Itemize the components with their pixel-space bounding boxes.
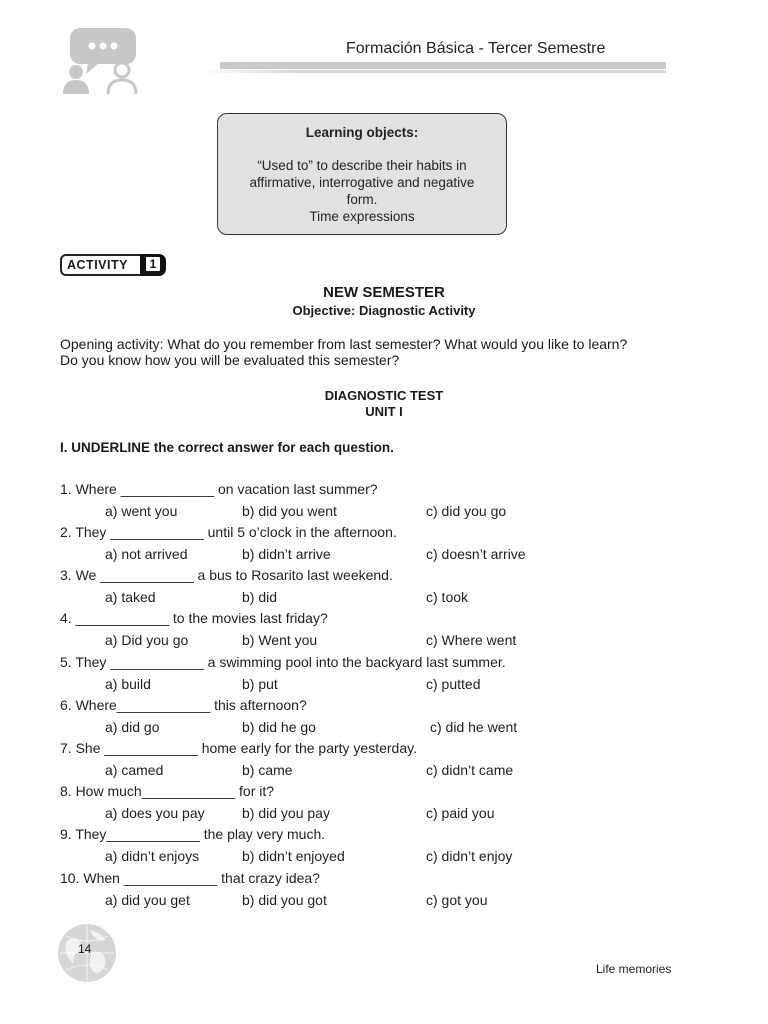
question-text: 6. Where____________ this afternoon?: [60, 697, 307, 713]
option-b: b) came: [242, 762, 293, 778]
header-rule: [200, 62, 666, 74]
question-text: 8. How much____________ for it?: [60, 783, 275, 799]
section-objective: Objective: Diagnostic Activity: [292, 303, 476, 318]
option-a: a) taked: [105, 589, 156, 605]
option-a: a) didn’t enjoys: [105, 848, 200, 864]
option-b: b) did you got: [242, 892, 327, 908]
option-c: c) did you go: [426, 503, 507, 519]
option-a: a) does you pay: [105, 805, 205, 821]
question-text: 10. When ____________ that crazy idea?: [60, 870, 320, 886]
opening-line: Opening activity: What do you remember from last semester? What would you like to learn?: [60, 336, 628, 352]
option-c: c) didn’t came: [426, 762, 514, 778]
option-b: b) did you went: [242, 503, 337, 519]
option-b: b) put: [242, 676, 278, 692]
header-title: Formación Básica - Tercer Semestre: [346, 40, 606, 57]
activity-badge: [60, 254, 166, 278]
option-b: b) Went you: [242, 632, 318, 648]
objective-line: affirmative, interrogative and negative: [249, 175, 475, 190]
option-b: b) didn’t arrive: [242, 546, 331, 562]
opening-line: Do you know how you will be evaluated this semester?: [60, 352, 400, 368]
objective-line: Time expressions: [309, 209, 415, 224]
book-title: Life memories: [596, 962, 672, 976]
option-a: a) Did you go: [105, 632, 189, 648]
objective-line: form.: [346, 192, 378, 207]
option-a: a) did go: [105, 719, 160, 735]
instruction: I. UNDERLINE the correct answer for each question.: [60, 440, 394, 455]
question-text: 2. They ____________ until 5 o’clock in the afternoon.: [60, 524, 397, 540]
option-b: b) did: [242, 589, 278, 605]
option-a: a) did you get: [105, 892, 190, 908]
option-b: b) didn’t enjoyed: [242, 848, 345, 864]
learning-objects-title: Learning objects:: [305, 125, 419, 140]
option-a: a) camed: [105, 762, 164, 778]
option-a: a) build: [105, 676, 151, 692]
option-b: b) did he go: [242, 719, 316, 735]
objective-line: “Used to” to describe their habits in: [257, 158, 467, 173]
activity-label: ACTIVITY: [60, 254, 142, 276]
option-c: c) didn’t enjoy: [426, 848, 513, 864]
question-text: 7. She ____________ home early for the party yesterday.: [60, 740, 417, 756]
speech-bubble-people-icon: [58, 22, 148, 98]
option-c: c) putted: [426, 676, 481, 692]
option-a: a) went you: [105, 503, 178, 519]
option-c: c) paid you: [426, 805, 495, 821]
section-title: NEW SEMESTER: [323, 284, 445, 301]
question-text: 3. We ____________ a bus to Rosarito last weekend.: [60, 567, 393, 583]
learning-objects-box: [217, 113, 507, 235]
test-title: DIAGNOSTIC TEST: [324, 388, 444, 403]
opening-activity: [60, 336, 640, 368]
option-c: c) took: [426, 589, 469, 605]
question-text: 5. They ____________ a swimming pool into the backyard last summer.: [60, 654, 506, 670]
diagnostic-heading: [0, 388, 768, 420]
unit-title: UNIT I: [365, 404, 403, 419]
question-text: 4. ____________ to the movies last friday?: [60, 610, 328, 626]
option-c: c) did he went: [430, 719, 518, 735]
question-text: 1. Where ____________ on vacation last summer?: [60, 481, 378, 497]
option-a: a) not arrived: [105, 546, 188, 562]
activity-number: 1: [146, 257, 160, 271]
question-text: 9. They____________ the play very much.: [60, 826, 326, 842]
option-c: c) doesn’t arrive: [426, 546, 526, 562]
page-number: 14: [78, 942, 92, 956]
option-b: b) did you pay: [242, 805, 330, 821]
option-c: c) Where went: [426, 632, 517, 648]
option-c: c) got you: [426, 892, 488, 908]
